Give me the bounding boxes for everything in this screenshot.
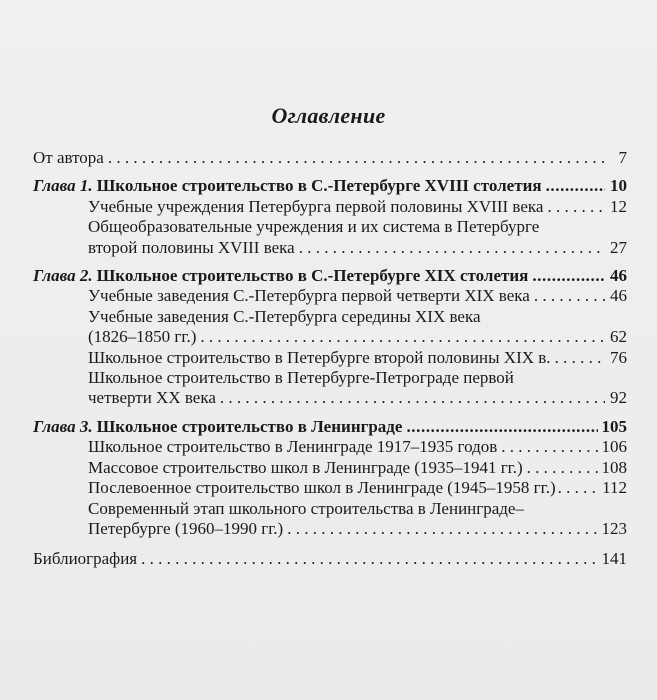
page-number: 112 <box>602 478 627 498</box>
page-number: 10 <box>610 176 627 196</box>
section-title: Учебные заведения С.-Петербурга середины XIX века <box>88 306 481 326</box>
page-number: 141 <box>601 549 627 569</box>
leader-dots <box>558 478 601 498</box>
leader-dots <box>501 437 597 457</box>
entry-title: Библиография <box>33 549 138 569</box>
chapter-title: Школьное строительство в С.-Петербурге XVIII столетия <box>96 176 542 196</box>
leader-dots <box>532 266 605 286</box>
section-title: Учебные заведения С.-Петербурга первой четверти XIX века <box>88 286 530 306</box>
entry-title: От автора <box>33 148 104 167</box>
section-title-continued: второй половины XVIII века <box>88 237 295 257</box>
chapter-title: Школьное строительство в Ленинграде <box>96 416 403 436</box>
leader-dots <box>287 519 597 539</box>
page-number: 92 <box>610 388 627 408</box>
leader-dots <box>534 286 605 306</box>
page-number: 46 <box>610 286 627 306</box>
toc-section-2-3[interactable] <box>33 348 627 368</box>
section-title: Школьное строительство в Петербурге второй половины XIX в. <box>88 347 551 367</box>
toc-section-2-2-continued[interactable] <box>33 327 627 347</box>
toc-chapter-3[interactable] <box>33 417 627 437</box>
toc-chapter-2[interactable] <box>33 266 627 286</box>
chapter-label: Глава 1. <box>33 176 93 196</box>
toc-section-1-2[interactable] <box>33 217 627 237</box>
page-number: 106 <box>601 437 627 457</box>
toc-section-3-1[interactable] <box>33 437 627 457</box>
page-title: Оглавление <box>271 103 386 128</box>
toc-section-2-1[interactable] <box>33 286 627 306</box>
section-title: Современный этап школьного строительства в Ленинграде– <box>88 498 524 518</box>
toc-section-1-1[interactable] <box>33 197 627 217</box>
chapter-label: Глава 2. <box>33 266 93 286</box>
toc-section-3-3[interactable] <box>33 478 627 498</box>
page-number: 27 <box>610 237 627 257</box>
leader-dots <box>547 197 605 217</box>
toc-section-3-4-continued[interactable] <box>33 519 627 539</box>
section-title-continued: Петербурге (1960–1990 гг.) <box>88 518 284 538</box>
table-of-contents <box>33 148 627 570</box>
leader-dots <box>200 327 605 347</box>
page-number: 76 <box>610 347 627 367</box>
leader-dots <box>546 176 605 196</box>
leader-dots <box>406 417 597 437</box>
section-title-continued: (1826–1850 гг.) <box>88 327 197 347</box>
leader-dots <box>299 238 605 258</box>
toc-chapter-1[interactable] <box>33 176 627 196</box>
section-title-continued: четверти XX века <box>88 388 216 408</box>
section-title: Школьное строительство в Петербурге-Петрограде первой <box>88 368 514 388</box>
leader-dots <box>527 458 598 478</box>
section-title: Общеобразовательные учреждения и их система в Петербурге <box>88 217 540 237</box>
chapter-title: Школьное строительство в С.-Петербурге XIX столетия <box>96 266 529 286</box>
toc-section-1-2-continued[interactable] <box>33 238 627 258</box>
page-number: 123 <box>601 518 627 538</box>
leader-dots <box>141 549 597 569</box>
page-number: 46 <box>610 266 627 286</box>
section-title: Учебные учреждения Петербурга первой половины XVIII века <box>88 196 544 216</box>
page-number: 12 <box>610 196 627 216</box>
toc-section-3-2[interactable] <box>33 458 627 478</box>
leader-dots <box>220 388 605 408</box>
toc-entry-bibliography[interactable] <box>33 549 627 569</box>
toc-section-3-4[interactable] <box>33 499 627 519</box>
page-number: 108 <box>601 457 627 477</box>
page-number: 105 <box>601 416 627 436</box>
leader-dots <box>108 148 605 168</box>
toc-section-2-4-continued[interactable] <box>33 388 627 408</box>
section-title: Массовое строительство школ в Ленинграде (1935–1941 гг.) <box>88 457 523 477</box>
page-number: 7 <box>618 148 627 167</box>
chapter-label: Глава 3. <box>33 416 93 436</box>
section-title: Школьное строительство в Ленинграде 1917–1935 годов <box>88 437 498 457</box>
leader-dots <box>555 348 605 368</box>
toc-entry-from-author[interactable] <box>33 148 627 168</box>
toc-section-2-4[interactable] <box>33 368 627 388</box>
page-number: 62 <box>610 327 627 347</box>
section-title: Послевоенное строительство школ в Ленинграде (1945–1958 гг.) <box>88 478 556 498</box>
toc-section-2-2[interactable] <box>33 307 627 327</box>
